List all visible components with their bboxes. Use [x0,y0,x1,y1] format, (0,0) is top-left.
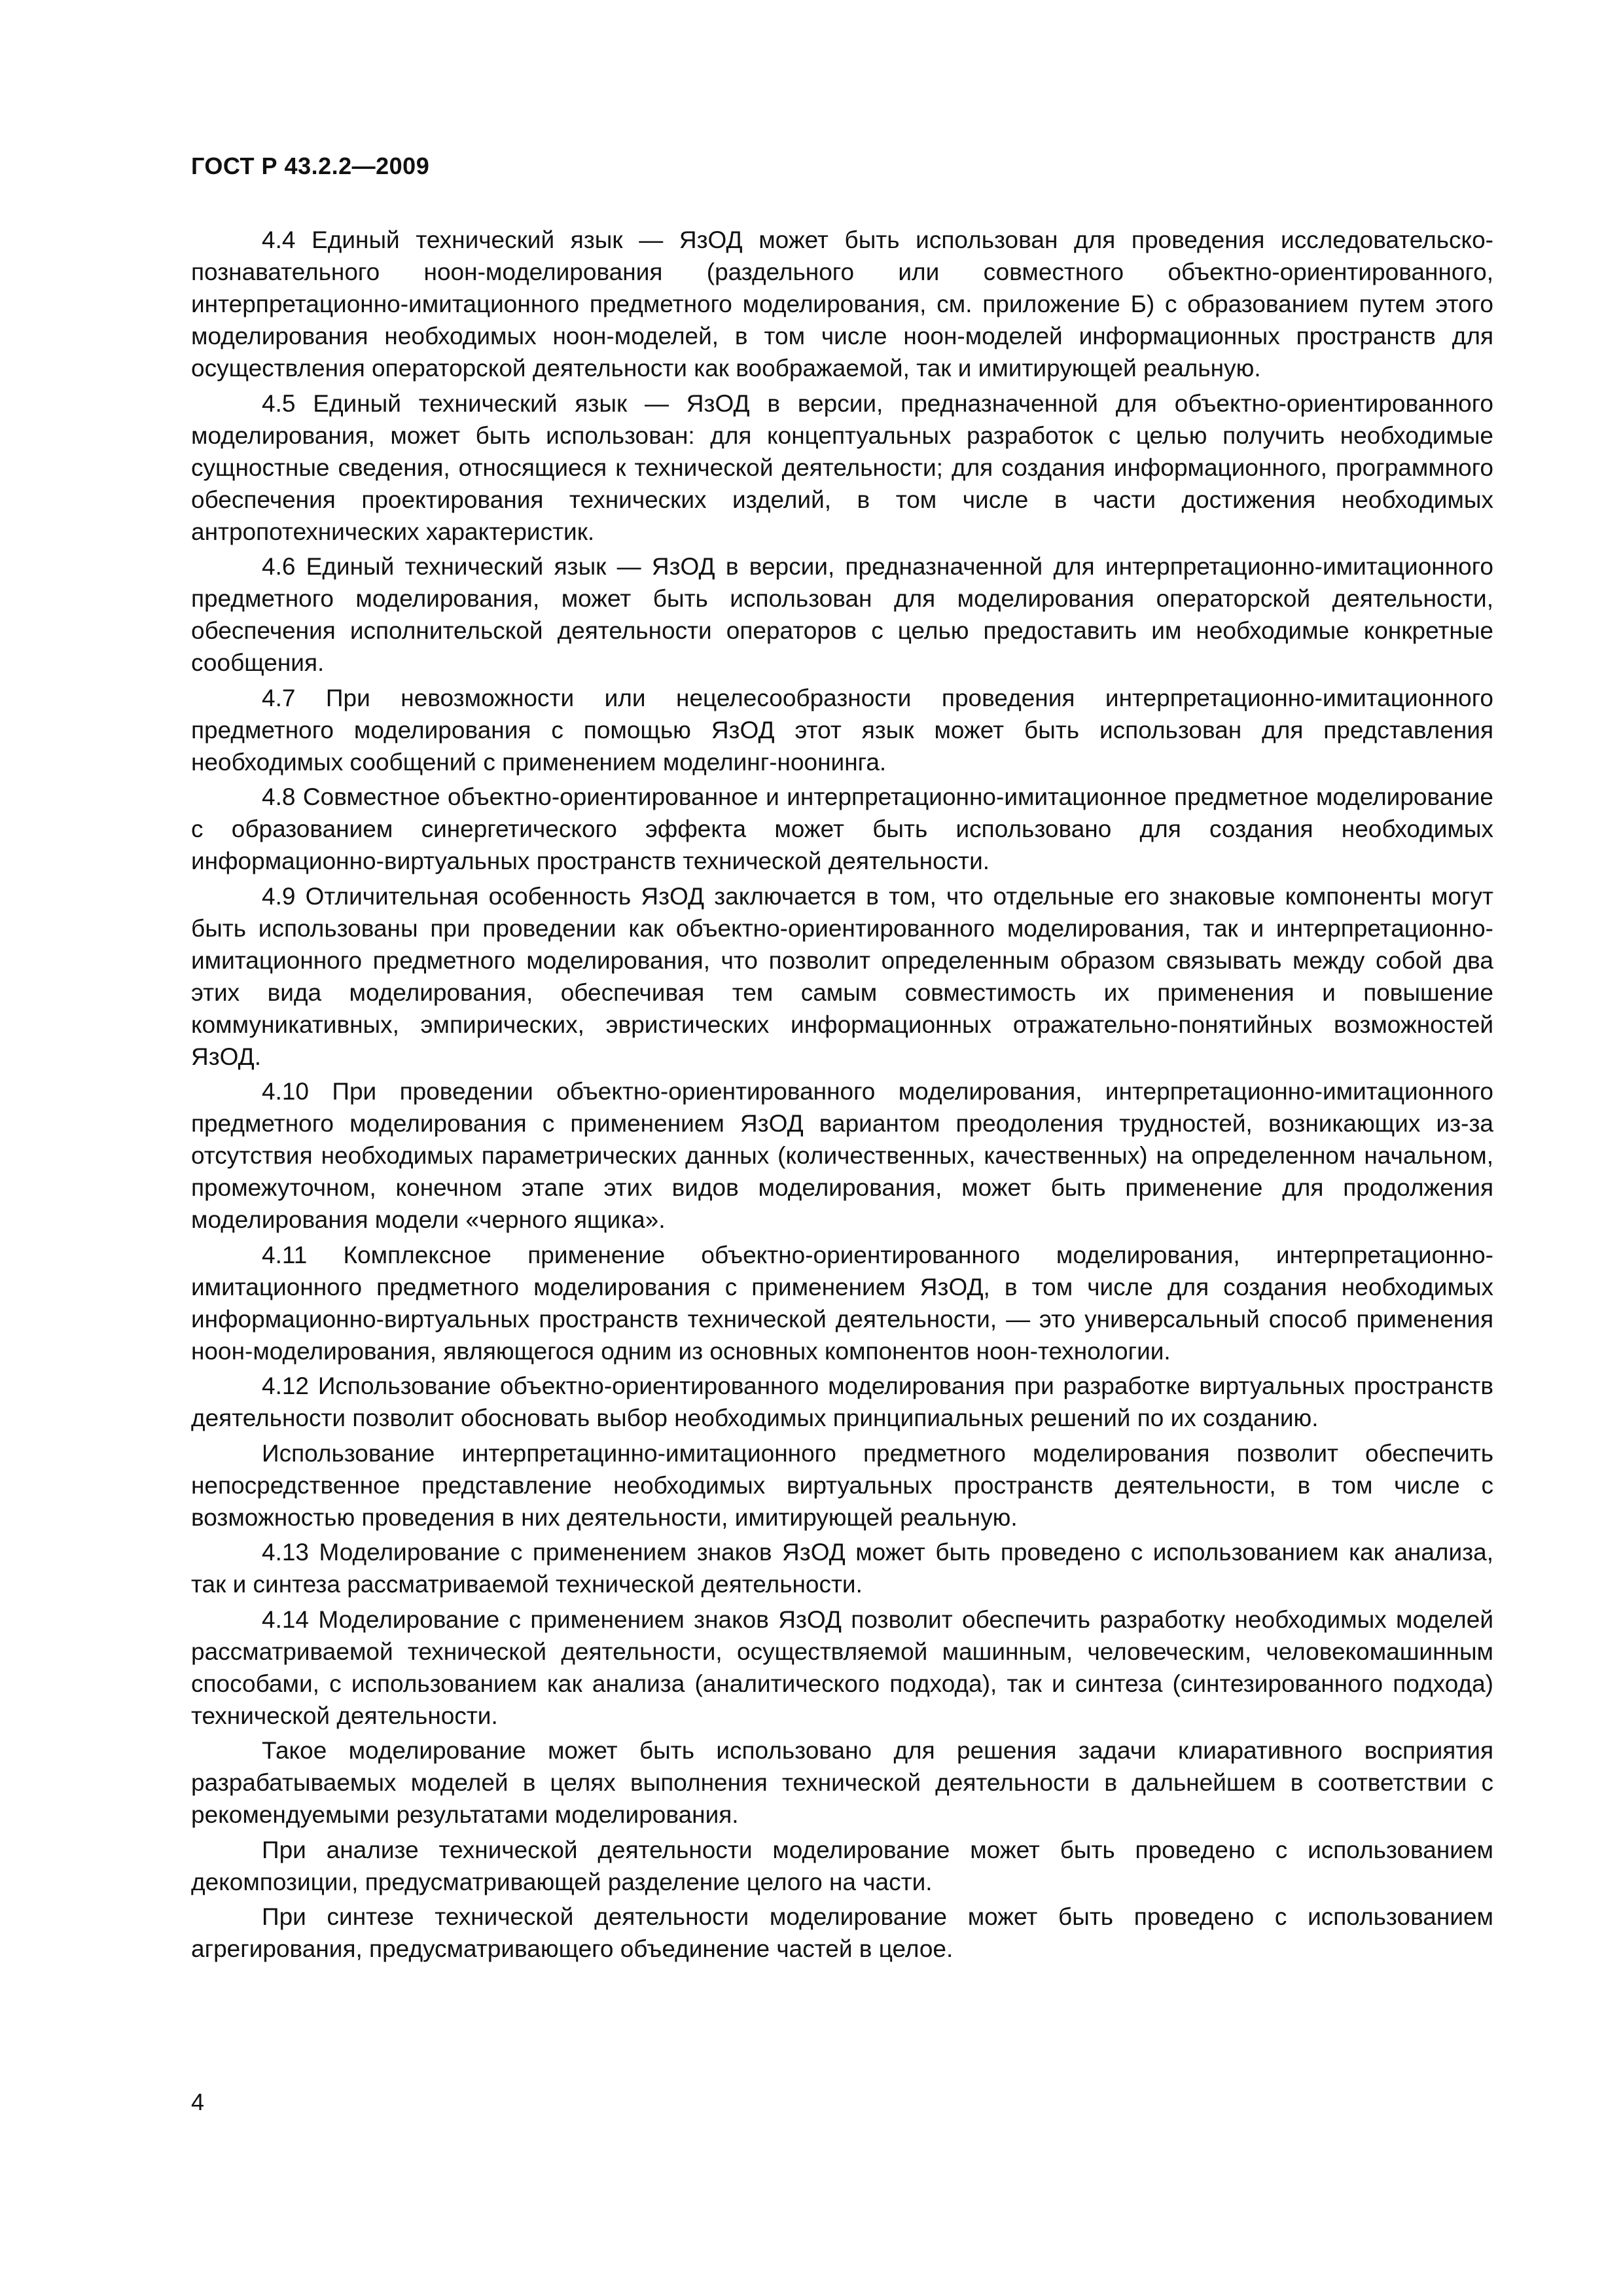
clause-4-5: 4.5 Единый технический язык — ЯзОД в версии, предназначенной для объектно-ориентированного моделирования, может быть использован: для концептуальных разработок с целью получить необходимые сущностные сведения, относящиеся к технической деятельности; для создания информационного, программного обеспечения проектирования технических изделий, в том числе в части достижения необходимых антропотехнических характеристик. [191,389,1493,545]
standard-designation-header: ГОСТ Р 43.2.2—2009 [191,152,430,179]
clause-4-14-continuation-2: При анализе технической деятельности моделирование может быть проведено с использованием декомпозиции, предусматривающей разделение целого на части. [191,1836,1493,1895]
clause-4-13: 4.13 Моделирование с применением знаков ЯзОД может быть проведено с использованием как анализа, так и синтеза рассматриваемой технической деятельности. [191,1539,1493,1598]
clause-4-6: 4.6 Единый технический язык — ЯзОД в версии, предназначенной для интерпретационно-имитационного предметного моделирования, может быть использован для моделирования операторской деятельности, обеспечения исполнительской деятельности операторов с целью предоставить им необходимые конкретные сообщения. [191,553,1493,676]
clause-4-14: 4.14 Моделирование с применением знаков ЯзОД позволит обеспечить разработку необходимых моделей рассматриваемой технической деятельности, осуществляемой машинным, человеческим, человекомашинным способами, с использованием как анализа (аналитического подхода), так и синтеза (синтезированного подхода) технической деятельности. [191,1605,1493,1729]
clause-4-12-continuation: Использование интерпретацинно-имитационного предметного моделирования позволит обеспечить непосредственное представление необходимых виртуальных пространств деятельности, в том числе с возможностью проведения в них деятельности, имитирующей реальную. [191,1439,1493,1531]
clause-4-4: 4.4 Единый технический язык — ЯзОД может быть использован для проведения исследовательско-познавательного ноон-моделирования (раздельного или совместного объектно-ориентированного, интерпретационно-имитационного предметного моделирования, см. приложение Б) с образованием путем этого моделирования необходимых ноон-моделей, в том числе ноон-моделей информационных пространств для осуществления операторской деятельности как воображаемой, так и имитирующей реальную. [191,226,1493,382]
clause-4-7: 4.7 При невозможности или нецелесообразности проведения интерпретационно-имитационного предметного моделирования с помощью ЯзОД этот язык может быть использован для представления необходимых сообщений с применением моделинг-ноонинга. [191,684,1493,776]
clause-4-11: 4.11 Комплексное применение объектно-ориентированного моделирования, интерпретационно-имитационного предметного моделирования с применением ЯзОД, в том числе для создания необходимых информационно-виртуальных пространств технической деятельности, — это универсальный способ применения ноон-моделирования, являющегося одним из основных компонентов ноон-технологии. [191,1241,1493,1365]
clause-4-14-continuation-3: При синтезе технической деятельности моделирование может быть проведено с использованием агрегирования, предусматривающего объединение частей в целое. [191,1903,1493,1962]
clause-4-14-continuation-1: Такое моделирование может быть использовано для решения задачи клиаративного восприятия разрабатываемых моделей в целях выполнения технической деятельности в дальнейшем в соответствии с рекомендуемыми результатами моделирования. [191,1737,1493,1828]
clause-4-12: 4.12 Использование объектно-ориентированного моделирования при разработке виртуальных пространств деятельности позволит обосновать выбор необходимых принципиальных решений по их созданию. [191,1372,1493,1431]
clause-4-8: 4.8 Совместное объектно-ориентированное и интерпретационно-имитационное предметное моделирование с образованием синергетического эффекта может быть использовано для создания необходимых информационно-виртуальных пространств технической деятельности. [191,783,1493,874]
clause-4-10: 4.10 При проведении объектно-ориентированного моделирования, интерпретационно-имитационного предметного моделирования с применением ЯзОД вариантом преодоления трудностей, возникающих из-за отсутствия необходимых параметрических данных (количественных, качественных) на определенном начальном, промежуточном, конечном этапе этих видов моделирования, может быть применение для продолжения моделирования модели «черного ящика». [191,1078,1493,1233]
document-body [191,224,1493,1968]
page-number: 4 [191,2089,205,2115]
clause-4-9: 4.9 Отличительная особенность ЯзОД заключается в том, что отдельные его знаковые компоненты могут быть использованы при проведении как объектно-ориентированного моделирования, так и интерпретационно-имитационного предметного моделирования, что позволит определенным образом связывать между собой два этих вида моделирования, обеспечивая тем самым совместимость их применения и повышение коммуникативных, эмпирических, эвристических информационных отражательно-понятийных возможностей ЯзОД. [191,882,1493,1070]
